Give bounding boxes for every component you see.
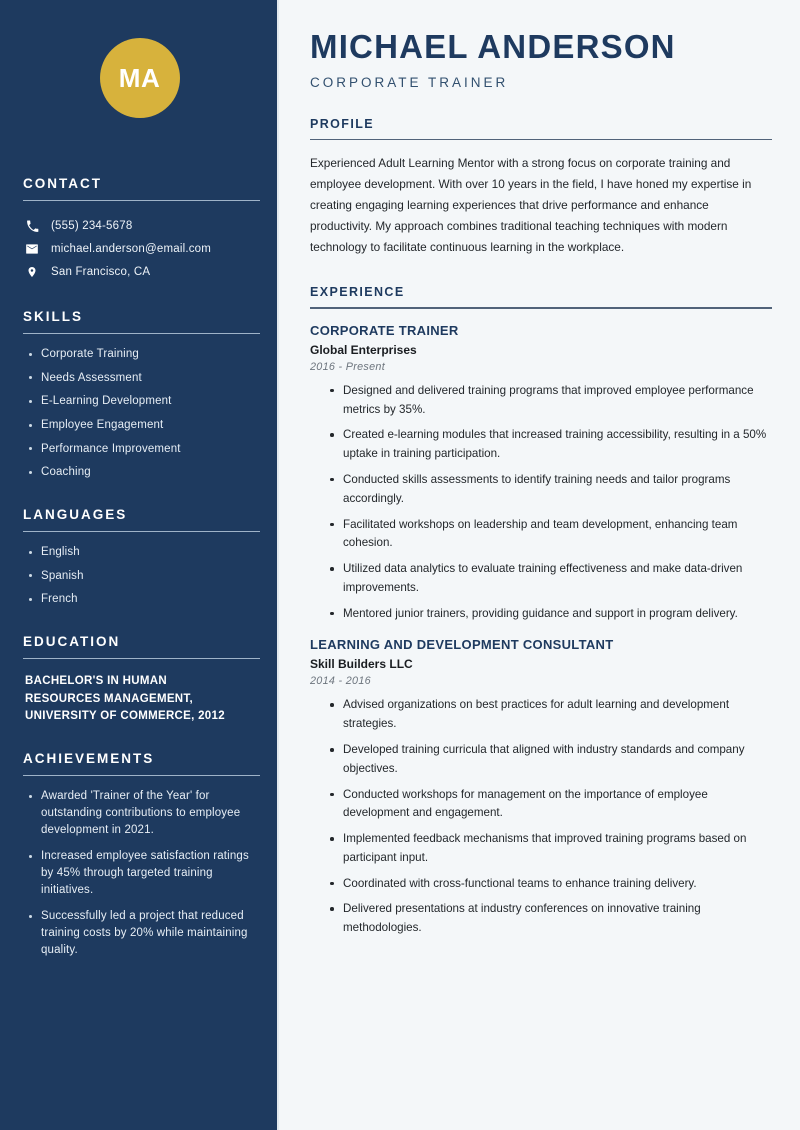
list-item: Performance Improvement (26, 441, 259, 458)
list-item: Increased employee satisfaction ratings by 45% through targeted training initiatives. (26, 848, 259, 898)
list-item: French (26, 591, 259, 608)
list-item: Created e-learning modules that increased training accessibility, resulting in a 50% uptake in training participation. (330, 426, 772, 464)
list-item: Designed and delivered training programs that improved employee performance metrics by 35%. (330, 382, 772, 420)
list-item: Delivered presentations at industry conferences on innovative training methodologies. (330, 900, 772, 938)
achievements-divider (23, 775, 260, 776)
contact-section (20, 176, 259, 283)
education-divider (23, 658, 260, 659)
education-section (20, 634, 259, 725)
achievements-heading: ACHIEVEMENTS (23, 751, 155, 767)
job-company: Skill Builders LLC (310, 657, 413, 672)
list-item: Advised organizations on best practices for adult learning and development strategies. (330, 696, 772, 734)
list-item: Coordinated with cross-functional teams to enhance training delivery. (330, 875, 772, 894)
page-title: MICHAEL ANDERSON (310, 28, 676, 65)
avatar-container (20, 0, 259, 118)
experience-entry (310, 323, 772, 624)
contact-divider (23, 200, 260, 201)
list-item: Conducted skills assessments to identify training needs and tailor programs accordingly. (330, 471, 772, 509)
contact-list (20, 215, 259, 283)
languages-section (20, 507, 259, 608)
list-item: Utilized data analytics to evaluate training effectiveness and make data-driven improvements. (330, 560, 772, 598)
avatar: MA (100, 38, 180, 118)
skills-list (20, 346, 259, 481)
list-item: Needs Assessment (26, 370, 259, 387)
experience-entry (310, 637, 772, 938)
profile-section (310, 117, 772, 258)
contact-item-phone[interactable] (20, 215, 259, 237)
list-item: English (26, 544, 259, 561)
list-item: Corporate Training (26, 346, 259, 363)
job-dates: 2014 - 2016 (310, 675, 371, 688)
list-item: Coaching (26, 464, 259, 481)
job-bullet-list (310, 382, 772, 624)
experience-heading: EXPERIENCE (310, 285, 405, 300)
sidebar (0, 0, 279, 1130)
list-item: Conducted workshops for management on the importance of employee development and engagement. (330, 786, 772, 824)
list-item: Developed training curricula that aligned with industry standards and company objectives. (330, 741, 772, 779)
skills-divider (23, 333, 260, 334)
list-item: Mentored junior trainers, providing guidance and support in program delivery. (330, 605, 772, 624)
contact-phone-value: (555) 234-5678 (51, 220, 133, 232)
skills-heading: SKILLS (23, 309, 84, 324)
list-item: Awarded 'Trainer of the Year' for outstanding contributions to employee development in 2021. (26, 788, 259, 838)
languages-heading: LANGUAGES (23, 507, 128, 523)
profile-divider (310, 139, 772, 141)
main-content (279, 0, 800, 1130)
job-company: Global Enterprises (310, 342, 417, 357)
phone-icon (25, 220, 39, 233)
list-item: E-Learning Development (26, 393, 259, 410)
profile-text: Experienced Adult Learning Mentor with a strong focus on corporate training and employee development. With over 10 years in the field, I have honed my expertise in creating engaging learning experiences that drive performance and enhance productivity. My approach combines traditional teaching techniques with modern technology to facilitate continuous learning in the workplace. (310, 156, 752, 255)
job-bullet-list (310, 696, 772, 938)
contact-item-email[interactable] (20, 237, 259, 260)
skills-section (20, 309, 259, 481)
list-item: Facilitated workshops on leadership and team development, enhancing team cohesion. (330, 516, 772, 554)
contact-heading: CONTACT (23, 176, 102, 191)
list-item: Spanish (26, 568, 259, 585)
email-icon (25, 242, 39, 256)
job-title: LEARNING AND DEVELOPMENT CONSULTANT (310, 637, 614, 653)
achievements-section (20, 751, 259, 958)
list-item: Employee Engagement (26, 417, 259, 434)
experience-divider (310, 307, 772, 309)
contact-item-location[interactable] (20, 260, 259, 283)
location-pin-icon (25, 265, 39, 279)
education-heading: EDUCATION (23, 634, 121, 650)
job-title: CORPORATE TRAINER (310, 322, 459, 338)
job-role-subtitle: CORPORATE TRAINER (310, 74, 509, 90)
contact-email-value: michael.anderson@email.com (51, 242, 212, 255)
contact-location-value: San Francisco, CA (51, 265, 151, 278)
experience-section (310, 285, 772, 938)
list-item: Implemented feedback mechanisms that improved training programs based on participant input. (330, 830, 772, 868)
profile-heading: PROFILE (310, 116, 374, 131)
languages-divider (23, 531, 260, 532)
languages-list (20, 544, 259, 608)
achievements-list (20, 788, 259, 958)
job-dates: 2016 - Present (310, 360, 386, 373)
education-entry: BACHELOR'S IN HUMAN RESOURCES MANAGEMENT, UNIVERSITY OF COMMERCE, 2012 (25, 675, 225, 722)
list-item: Successfully led a project that reduced training costs by 20% while maintaining quality. (26, 908, 259, 958)
